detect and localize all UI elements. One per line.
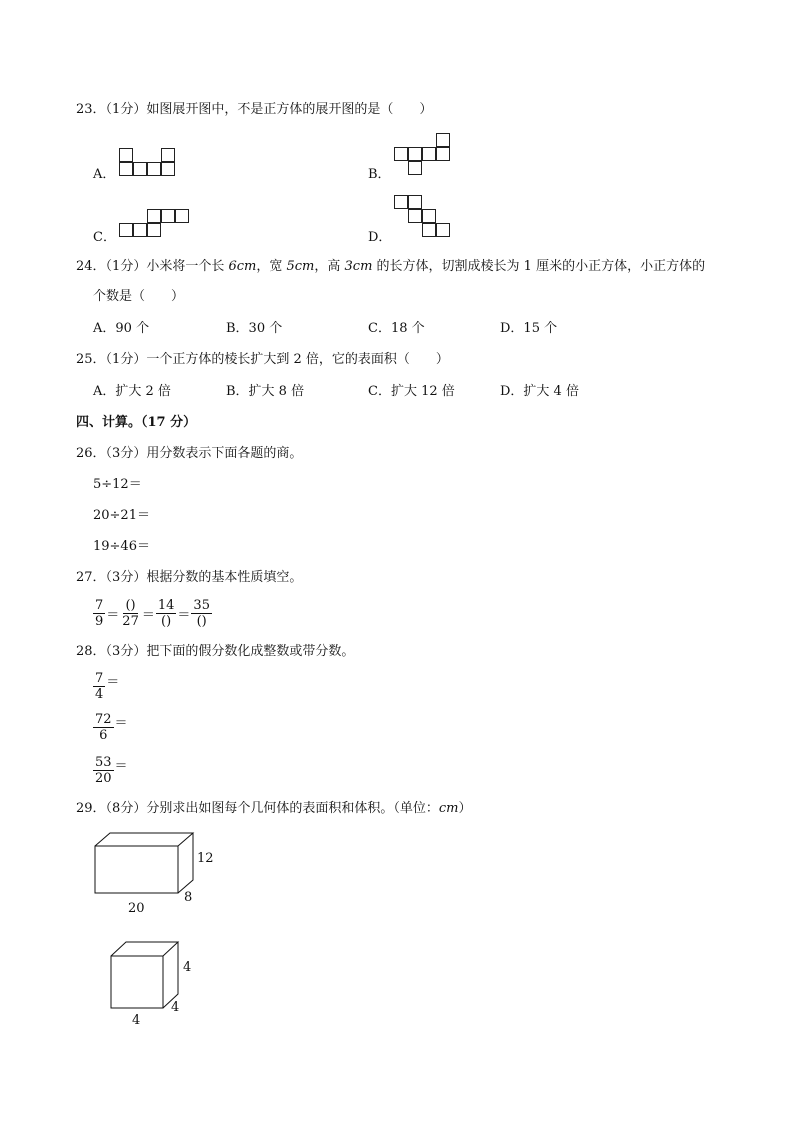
q24-option-a: A．90 个 bbox=[93, 321, 150, 336]
q28-stem: 28．（3分）把下面的假分数化成整数或带分数。 bbox=[76, 644, 355, 659]
q25-option-d: D．扩大 4 倍 bbox=[500, 384, 579, 399]
q25-option-a: A．扩大 2 倍 bbox=[93, 384, 171, 399]
cube-height-label: 4 bbox=[183, 960, 192, 975]
q28-item-2: 72 6 ＝ bbox=[95, 712, 128, 743]
cube-figure bbox=[100, 934, 200, 1030]
q23-option-d-label: D． bbox=[368, 230, 392, 245]
q23-option-b-label: B． bbox=[368, 167, 391, 182]
fraction-blank[interactable]: 14 () bbox=[157, 598, 175, 629]
cuboid-width-label: 8 bbox=[184, 890, 193, 905]
q27-fraction-chain: 7 9 ＝ () 27 ＝ 14 () ＝ 35 () bbox=[95, 598, 210, 629]
fraction: 7 9 bbox=[95, 598, 104, 629]
q24-stem-line2: 个数是（ ） bbox=[93, 289, 185, 304]
q24-option-d: D．15 个 bbox=[500, 321, 558, 336]
q24-stem: 24．（1分）小米将一个长 6cm，宽 5cm，高 3cm 的长方体，切割成棱长为 1 厘米的小正方体，小正方体的 bbox=[76, 259, 706, 274]
cuboid-height-label: 12 bbox=[197, 851, 214, 866]
q24-option-c: C．18 个 bbox=[368, 321, 425, 336]
cuboid-figure bbox=[90, 826, 230, 918]
fraction-blank[interactable]: () 27 bbox=[122, 598, 139, 629]
cube-front-label: 4 bbox=[132, 1013, 141, 1028]
q28-item-3: 53 20 ＝ bbox=[95, 755, 128, 786]
q29-stem: 29．（8分）分别求出如图每个几何体的表面积和体积。（单位：cm） bbox=[76, 801, 472, 816]
q26-stem: 26．（3分）用分数表示下面各题的商。 bbox=[76, 446, 303, 461]
q26-item-1: 5÷12＝ bbox=[93, 477, 142, 492]
q23-stem: 23．（1分）如图展开图中，不是正方体的展开图的是（ ） bbox=[76, 102, 433, 117]
cube-depth-label: 4 bbox=[171, 1000, 180, 1015]
q23-option-a-label: A． bbox=[93, 167, 116, 182]
q25-stem: 25．（1分）一个正方体的棱长扩大到 2 倍，它的表面积（ ） bbox=[76, 352, 449, 367]
q28-item-1: 7 4 ＝ bbox=[95, 671, 120, 702]
q26-item-2: 20÷21＝ bbox=[93, 508, 150, 523]
q24-option-b: B．30 个 bbox=[226, 321, 283, 336]
q23-option-c-label: C． bbox=[93, 230, 116, 245]
q25-option-b: B．扩大 8 倍 bbox=[226, 384, 305, 399]
q26-item-3: 19÷46＝ bbox=[93, 539, 150, 554]
q25-option-c: C．扩大 12 倍 bbox=[368, 384, 455, 399]
q27-stem: 27．（3分）根据分数的基本性质填空。 bbox=[76, 570, 303, 585]
cuboid-length-label: 20 bbox=[128, 901, 145, 916]
fraction-blank[interactable]: 35 () bbox=[193, 598, 210, 629]
section-heading: 四、计算。（17 分） bbox=[76, 415, 197, 430]
